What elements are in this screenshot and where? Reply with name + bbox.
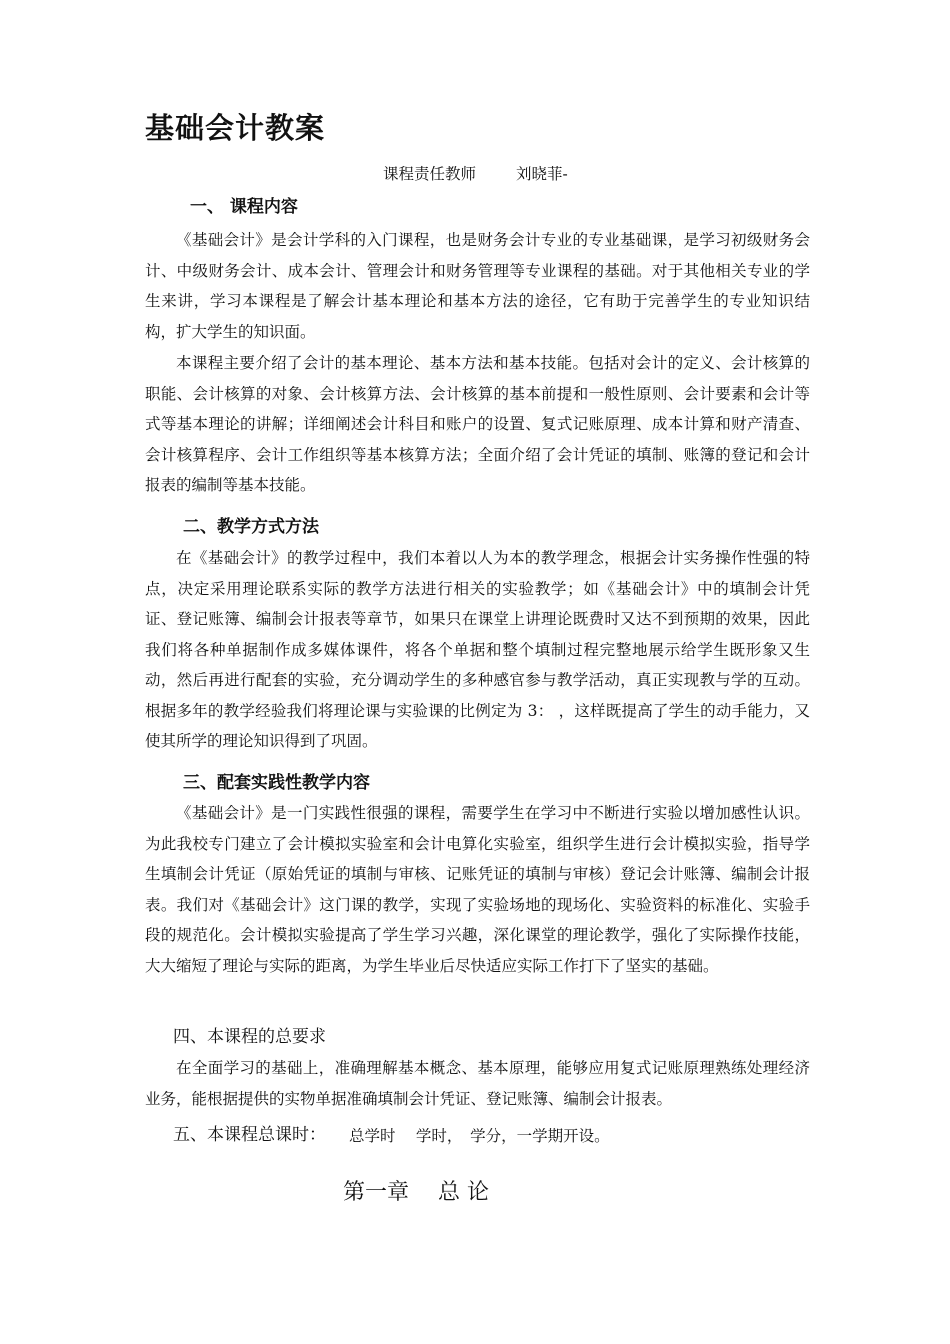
section-4-paragraph: 在全面学习的基础上，准确理解基本概念、基本原理，能够应用复式记账原理熟练处理经济业务，能根据提供的实物单据准确填制会计凭证、登记账簿、编制会计报表。 <box>145 1059 810 1108</box>
section-1-paragraph-2: 本课程主要介绍了会计的基本理论、基本方法和基本技能。包括对会计的定义、会计核算的职能、会计核算的对象、会计核算方法、会计核算的基本前提和一般性原则、会计要素和会计等式等基本理论的讲解；详细阐述会计科目和账户的设置、复式记账原理、成本计算和财产清查、会计核算程序、会计工作组织等基本核算方法；全面介绍了会计凭证的填制、账簿的登记和会计报表的编制等基本技能。 <box>145 354 810 494</box>
teacher-line <box>383 162 568 184</box>
section-1-heading: 一、 课程内容 <box>190 197 298 217</box>
section-1-paragraph-1: 《基础会计》是会计学科的入门课程，也是财务会计专业的专业基础课，是学习初级财务会计、中级财务会计、成本会计、管理会计和财务管理等专业课程的基础。对于其他相关专业的学生来讲，学习本课程是了解会计基本理论和基本方法的途径，它有助于完善学生的专业知识结构，扩大学生的知识面。 <box>145 231 810 341</box>
section-3-paragraph: 《基础会计》是一门实践性很强的课程，需要学生在学习中不断进行实验以增加感性认识。为此我校专门建立了会计模拟实验室和会计电算化实验室，组织学生进行会计模拟实验，指导学生填制会计凭证（原始凭证的填制与审核、记账凭证的填制与审核）登记会计账簿、编制会计报表。我们对《基础会计》这门课的教学，实现了实验场地的现场化、实验资料的标准化、实验手段的规范化。会计模拟实验提高了学生学习兴趣，深化课堂的理论教学，强化了实际操作技能，大大缩短了理论与实际的距离，为学生毕业后尽快适应实际工作打下了坚实的基础。 <box>145 804 810 975</box>
section-2-heading: 二、教学方式方法 <box>183 517 319 537</box>
section-3-heading: 三、配套实践性教学内容 <box>183 773 370 793</box>
teacher-label: 课程责任教师 <box>383 165 477 183</box>
chapter-title: 第一章 总 论 <box>343 1180 489 1205</box>
section-5-heading: 五、本课程总课时： <box>173 1125 326 1145</box>
section-5-hours-text: 总学时 学时， 学分，一学期开设。 <box>349 1127 610 1145</box>
section-4-heading: 四、本课程的总要求 <box>173 1027 326 1047</box>
document-title: 基础会计教案 <box>145 111 326 145</box>
section-2-paragraph: 在《基础会计》的教学过程中，我们本着以人为本的教学理念，根据会计实务操作性强的特点，决定采用理论联系实际的教学方法进行相关的实验教学；如《基础会计》中的填制会计凭证、登记账簿、编制会计报表等章节，如果只在课堂上讲理论既费时又达不到预期的效果，因此我们将各种单据制作成多媒体课件，将各个单据和整个填制过程完整地展示给学生既形象又生动，然后再进行配套的实验，充分调动学生的多种感官参与教学活动，真正实现教与学的互动。根据多年的教学经验我们将理论课与实验课的比例定为 3： ，这样既提高了学生的动手能力，又使其所学的理论知识得到了巩固。 <box>145 549 810 750</box>
teacher-name: 刘晓菲- <box>516 165 568 183</box>
